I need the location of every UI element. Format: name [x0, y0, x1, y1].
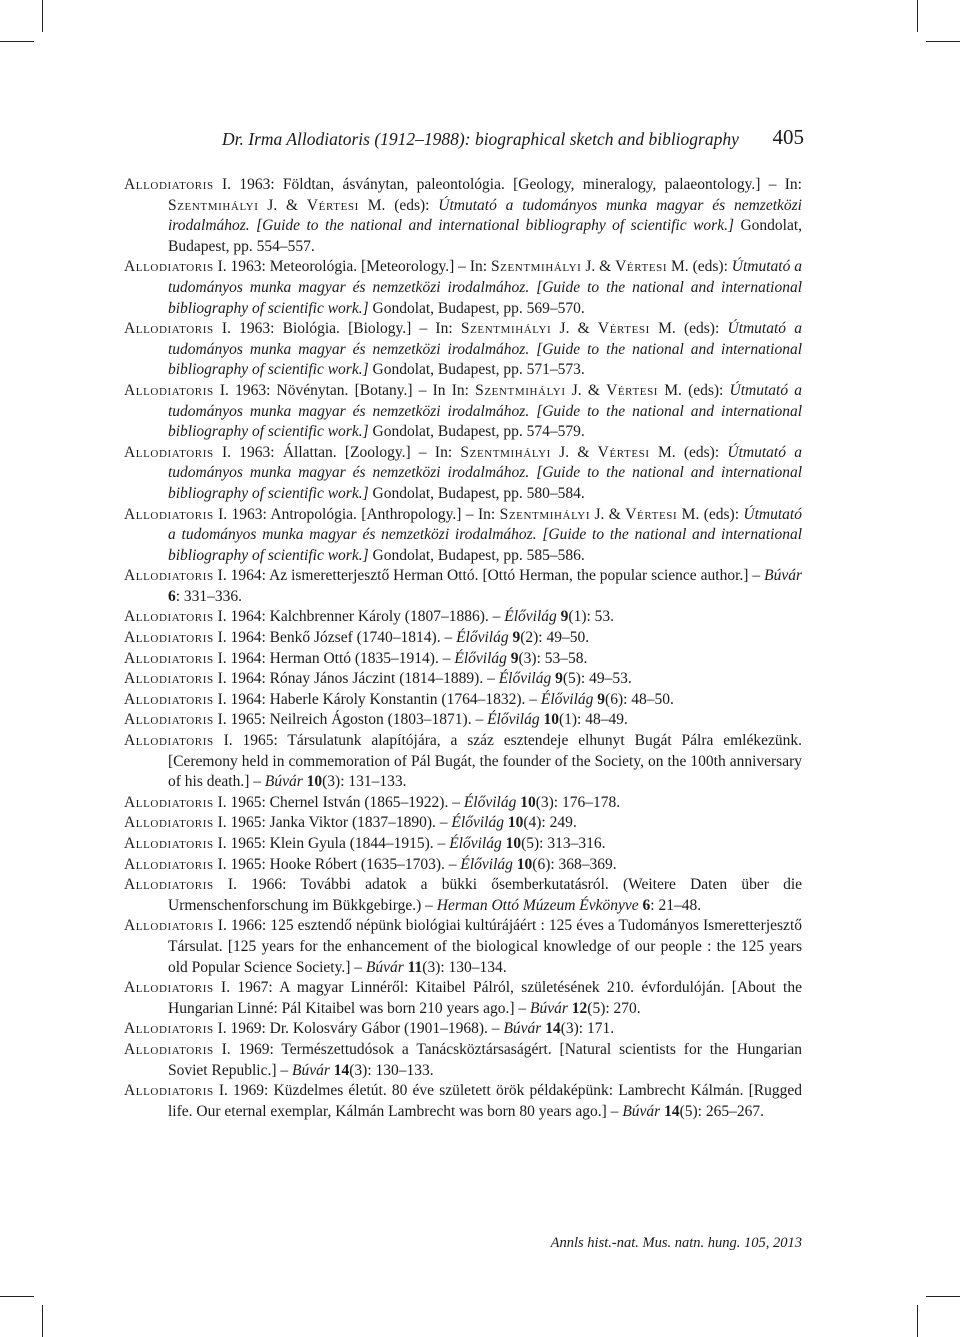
volume-number: 9	[512, 629, 521, 647]
author-name: Szentmihályi	[168, 196, 259, 214]
crop-mark-top-right-h	[926, 41, 960, 42]
bibliography-entry	[124, 978, 802, 1019]
entry-text: M. (eds):	[358, 196, 439, 214]
author-name: Szentmihályi	[460, 320, 552, 338]
volume-number: 9	[560, 608, 569, 626]
entry-text: I. 1965: Klein Gyula (1844–1915). –	[213, 835, 450, 852]
author-name: Allodiatoris	[124, 258, 214, 276]
bibliography-entry	[124, 793, 802, 814]
volume-number: 10	[520, 793, 536, 811]
entry-text: (4): 249.	[523, 814, 577, 832]
crop-mark-bottom-right-h	[926, 1296, 960, 1297]
author-name: Allodiatoris	[124, 793, 214, 811]
crop-mark-top-left-h	[0, 41, 34, 42]
entry-text: I. 1963: Biológia. [Biology.] – In:	[213, 320, 461, 338]
author-name: Allodiatoris	[124, 711, 214, 729]
bibliography-entry	[124, 731, 802, 793]
bibliography-entry	[124, 649, 802, 670]
bibliography-list	[124, 175, 802, 1122]
entry-text: M. (eds):	[649, 443, 728, 461]
author-name: Allodiatoris	[124, 835, 214, 852]
volume-number: 10	[507, 814, 524, 832]
bibliography-entry	[124, 443, 802, 505]
italic-title: Élővilág	[504, 608, 557, 626]
entry-text: Gondolat, Budapest, pp. 580–584.	[368, 484, 585, 502]
author-name: Allodiatoris	[124, 505, 214, 523]
volume-number: 12	[571, 999, 588, 1017]
entry-text: I. 1964: Az ismeretterjesztő Herman Ottó. [Ottó Herman, the popular science author.] –	[213, 567, 765, 585]
bibliography-entry	[124, 1040, 802, 1081]
italic-title: Élővilág	[449, 835, 502, 852]
entry-text: (2): 49–50.	[520, 629, 590, 647]
entry-text: : 21–48.	[650, 896, 702, 914]
author-name: Szentmihályi	[499, 505, 591, 523]
volume-number: 10	[543, 711, 559, 729]
author-name: Allodiatoris	[124, 670, 214, 688]
entry-text: I. 1969: Dr. Kolosváry Gábor (1901–1968). –	[213, 1020, 504, 1038]
author-name: Szentmihályi	[490, 258, 582, 276]
author-name: Allodiatoris	[124, 690, 214, 708]
entry-text: (3): 131–133.	[322, 773, 407, 791]
entry-text: I. 1969: Természettudósok a Tanácsköztársaságért. [Natural scientists for the Hungarian Soviet Republic.] –	[168, 1040, 802, 1079]
italic-title: Búvár	[365, 958, 404, 976]
page-header	[124, 125, 804, 155]
volume-number: 6	[168, 587, 176, 605]
crop-mark-bottom-left-h	[0, 1296, 34, 1297]
bibliography-entry	[124, 813, 802, 834]
italic-title: Búvár	[503, 1020, 542, 1038]
author-name: Vértesi	[597, 443, 650, 461]
crop-mark-bottom-left-v	[42, 1305, 43, 1337]
entry-text: M. (eds):	[658, 381, 730, 399]
bibliography-entry	[124, 566, 802, 607]
entry-text: Gondolat, Budapest, pp. 571–573.	[368, 361, 585, 379]
crop-mark-top-left-v	[42, 0, 43, 32]
author-name: Allodiatoris	[124, 629, 214, 647]
entry-text: I. 1965: Társulatunk alapítójára, a száz esztendeje elhunyt Bugát Pálra emlékezünk. [Ceremony held in commemoration of Pál Bugát, the founder of the Society, on the 100th anniversary of his death.] –	[168, 732, 802, 791]
bibliography-entry	[124, 505, 802, 567]
entry-text: I. 1963: Meteorológia. [Meteorology.] – In:	[213, 258, 491, 276]
crop-mark-top-right-v	[917, 0, 918, 32]
volume-number: 9	[555, 670, 563, 688]
author-name: Vértesi	[615, 258, 668, 276]
bibliography-entry	[124, 834, 802, 855]
author-name: Allodiatoris	[124, 1040, 214, 1058]
entry-text: I. 1969: Küzdelmes életút. 80 éve született örök példaképünk: Lambrecht Kálmán. [Rugged life. Our eternal exemplar, Kálmán Lambrecht was born 80 years ago.] –	[168, 1082, 802, 1120]
italic-title: Élővilág	[487, 711, 540, 729]
author-name: Szentmihályi	[475, 381, 566, 399]
italic-title: Búvár	[530, 999, 568, 1017]
crop-mark-bottom-right-v	[917, 1305, 918, 1337]
entry-text: (3): 130–134.	[422, 958, 507, 976]
entry-text: I. 1967: A magyar Linnéről: Kitaibel Pálról, születésének 210. évfordulóján. [About the Hungarian Linné: Pál Kitaibel was born 210 years ago.] –	[168, 979, 802, 1017]
entry-text: J. &	[258, 196, 307, 214]
volume-number: 9	[510, 649, 519, 667]
bibliography-entry	[124, 319, 802, 381]
volume-number: 14	[333, 1061, 350, 1079]
entry-text: I. 1966: 125 esztendő népünk biológiai kultúrájáért : 125 éves a Tudományos Ismeretterjesztő Társulat. [125 years for the enhancement of the biological knowledge of our people : the 125 years old Popular Science Society.] –	[168, 917, 802, 976]
author-name: Allodiatoris	[124, 443, 214, 461]
entry-text: (5): 313–316.	[521, 835, 606, 852]
bibliography-entry	[124, 690, 802, 711]
entry-text: Gondolat, Budapest, pp. 574–579.	[368, 423, 585, 441]
bibliography-entry	[124, 875, 802, 916]
italic-title: Élővilág	[456, 629, 509, 647]
entry-text: : 331–336.	[175, 587, 243, 605]
volume-number: 11	[407, 958, 423, 976]
bibliography-entry	[124, 855, 802, 876]
author-name: Allodiatoris	[124, 732, 214, 750]
entry-text: (3): 176–178.	[535, 793, 621, 811]
bibliography-entry	[124, 669, 802, 690]
italic-title: Búvár	[764, 567, 802, 585]
entry-text: M. (eds):	[667, 258, 732, 276]
entry-text: M. (eds):	[677, 505, 744, 523]
volume-number: 14	[545, 1020, 561, 1038]
italic-title: Élővilág	[451, 814, 504, 832]
author-name: Allodiatoris	[124, 608, 214, 626]
italic-title: Búvár	[264, 773, 303, 791]
author-name: Szentmihályi	[460, 443, 551, 461]
italic-title: Útmutató a tudományos munka magyar és nemzetközi irodalmához. [Guide to the national and international bibliography of scientific work.]	[168, 196, 802, 235]
entry-text: (3): 171.	[560, 1020, 615, 1038]
author-name: Allodiatoris	[124, 381, 214, 399]
bibliography-entry	[124, 710, 802, 731]
bibliography-entry	[124, 1081, 802, 1122]
author-name: Vértesi	[625, 505, 678, 523]
journal-footer: Annls hist.-nat. Mus. natn. hung. 105, 2013	[550, 1235, 802, 1251]
volume-number: 6	[642, 896, 651, 914]
entry-text: I. 1964: Herman Ottó (1835–1914). –	[213, 649, 455, 667]
italic-title: Herman Ottó Múzeum Évkönyve	[436, 896, 639, 914]
entry-text: M. (eds):	[649, 320, 728, 338]
author-name: Allodiatoris	[124, 1020, 214, 1038]
italic-title: Búvár	[622, 1102, 661, 1120]
italic-title: Útmutató a tudományos munka magyar és nemzetközi irodalmához. [Guide to the national and international bibliography of scientific work.]	[168, 381, 803, 441]
author-name: Allodiatoris	[124, 649, 214, 667]
italic-title: Útmutató a tudományos munka magyar és nemzetközi irodalmához. [Guide to the national and international bibliography of scientific work.]	[168, 443, 802, 502]
italic-title: Élővilág	[463, 793, 517, 811]
author-name: Vértesi	[606, 381, 659, 399]
volume-number: 10	[505, 835, 522, 852]
entry-text: I. 1964: Haberle Károly Konstantin (1764–1832). –	[213, 690, 541, 708]
volume-number: 14	[664, 1102, 680, 1120]
author-name: Allodiatoris	[124, 567, 214, 585]
entry-text: I. 1966: További adatok a bükki ősemberkutatásról. (Weitere Daten über die Urmenschenforschung im Bükkgebirge.) –	[168, 876, 802, 914]
volume-number: 9	[597, 690, 606, 708]
italic-title: Élővilág	[460, 855, 513, 873]
bibliography-entry	[124, 1019, 802, 1040]
italic-title: Útmutató a tudományos munka magyar és nemzetközi irodalmához. [Guide to the national and international bibliography of scientific work.]	[168, 505, 802, 564]
italic-title: Útmutató a tudományos munka magyar és nemzetközi irodalmához. [Guide to the national and international bibliography of scientific work.]	[168, 320, 802, 379]
italic-title: Élővilág	[498, 670, 552, 688]
entry-text: I. 1963: Antropológia. [Anthropology.] – In:	[213, 505, 500, 523]
entry-text: (5): 49–53.	[562, 670, 632, 688]
entry-text: Gondolat, Budapest, pp. 569–570.	[368, 299, 585, 317]
italic-title: Élővilág	[454, 649, 507, 667]
italic-title: Élővilág	[540, 690, 594, 708]
entry-text: J. &	[565, 381, 607, 399]
entry-text: (1): 53.	[568, 608, 615, 626]
author-name: Allodiatoris	[124, 855, 214, 873]
entry-text: I. 1965: Chernel István (1865–1922). –	[213, 793, 464, 811]
entry-text: I. 1964: Kalchbrenner Károly (1807–1886). –	[213, 608, 505, 626]
entry-text: I. 1964: Benkő József (1740–1814). –	[213, 629, 457, 647]
volume-number: 10	[306, 773, 323, 791]
italic-title: Búvár	[292, 1061, 330, 1079]
entry-text: (3): 53–58.	[518, 649, 588, 667]
entry-text: I. 1964: Rónay János Jáczint (1814–1889). –	[213, 670, 499, 688]
entry-text: (6): 368–369.	[532, 855, 617, 873]
entry-text: I. 1963: Növénytan. [Botany.] – In In:	[213, 381, 476, 399]
bibliography-entry	[124, 607, 802, 628]
bibliography-entry	[124, 381, 802, 443]
author-name: Allodiatoris	[124, 320, 214, 338]
author-name: Vértesi	[597, 320, 650, 338]
entry-text: Gondolat, Budapest, pp. 585–586.	[368, 546, 585, 564]
running-title: Dr. Irma Allodiatoris (1912–1988): biographical sketch and bibliography	[222, 129, 739, 149]
page-number: 405	[772, 125, 804, 149]
italic-title: Útmutató a tudományos munka magyar és nemzetközi irodalmához. [Guide to the national and international bibliography of scientific work.]	[168, 258, 802, 317]
entry-text: I. 1963: Állattan. [Zoology.] – In:	[213, 443, 461, 461]
entry-text: I. 1965: Janka Viktor (1837–1890). –	[213, 814, 452, 832]
entry-text: I. 1965: Neilreich Ágoston (1803–1871). –	[213, 711, 488, 729]
entry-text: (6): 48–50.	[605, 690, 674, 708]
entry-text: (5): 270.	[587, 999, 641, 1017]
entry-text: J. &	[550, 443, 598, 461]
entry-text: J. &	[551, 320, 598, 338]
entry-text: I. 1965: Hooke Róbert (1635–1703). –	[213, 855, 461, 873]
author-name: Allodiatoris	[124, 176, 214, 193]
bibliography-entry	[124, 257, 802, 319]
entry-text: (1): 48–49.	[558, 711, 628, 729]
entry-text: J. &	[590, 505, 626, 523]
entry-text: (3): 130–133.	[349, 1061, 434, 1079]
author-name: Vértesi	[306, 196, 359, 214]
bibliography-entry	[124, 175, 802, 257]
bibliography-entry	[124, 628, 802, 649]
entry-text: J. &	[581, 258, 616, 276]
author-name: Allodiatoris	[124, 917, 214, 935]
entry-text: Gondolat, Budapest, pp. 554–557.	[168, 217, 802, 255]
bibliography-entry	[124, 916, 802, 978]
author-name: Allodiatoris	[124, 814, 214, 832]
author-name: Allodiatoris	[124, 1082, 214, 1100]
volume-number: 10	[516, 855, 533, 873]
author-name: Allodiatoris	[124, 979, 214, 997]
entry-text: I. 1963: Földtan, ásványtan, paleontológia. [Geology, mineralogy, palaeontology.] – In:	[213, 176, 802, 193]
author-name: Allodiatoris	[124, 876, 214, 894]
entry-text: (5): 265–267.	[679, 1102, 764, 1120]
